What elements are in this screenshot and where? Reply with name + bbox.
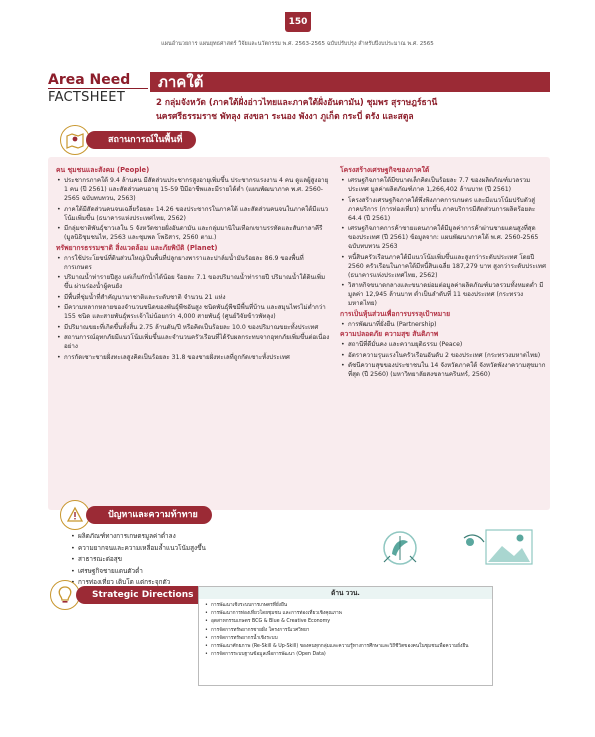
- landscape-icon: [464, 530, 532, 564]
- list-item: • การพัฒนาเชิงระบบการเกษตรที่ยั่งยืน: [205, 602, 486, 610]
- list-item: • มีพื้นที่ชุ่มน้ำที่สำคัญนานาชาติและระดับชาติ จำนวน 21 แห่ง: [56, 293, 331, 302]
- region-subtitle-line2: นครศรีธรรมราช พัทลุง สงขลา ระนอง พังงา ภูเก็ต กระบี่ ตรัง และสตูล: [156, 112, 414, 122]
- sustainability-icon: [384, 532, 416, 564]
- situation-right-column: [340, 166, 546, 381]
- situation-left-column: [56, 166, 331, 363]
- list-item: • สถานีที่ดีมั่นคง และความยุติธรรม (Peace): [340, 340, 546, 349]
- strategic-list: [199, 599, 492, 662]
- people-heading: คน ชุมชนและสังคม (People): [56, 166, 150, 174]
- list-item: • การจัดการระบบฐานข้อมูลเพื่อการพัฒนา (Open Data): [205, 651, 486, 659]
- list-item: • สาธารณะต่อสุข: [70, 554, 206, 564]
- list-item: • การพัฒนาการท่องเที่ยวโดยชุมชน และการท่องเที่ยวเชิงคุณภาพ: [205, 610, 486, 618]
- planet-list: [56, 254, 331, 362]
- list-item: • การพัฒนาที่ยั่งยืน (Partnership): [340, 320, 546, 329]
- list-item: • ภาคใต้มีสัดส่วนคนจนเฉลี่ยร้อยละ 14.26 ของประชากรในภาคใต้ และสัดส่วนคนจนในภาคใต้มีแนวโน้มเพิ่มขึ้น (ธนาคารแห่งประเทศไทย, 2562): [56, 205, 331, 223]
- list-item: • วิสาหกิจขนาดกลางและขนาดย่อมต่อมูลค่าผลิตภัณฑ์มวลรวมทั้งหมดต่ำ มีมูลค่า 12,945 ล้านบาท ต่ำเป็นลำดับที่ 11 ของประเทศ (กระทรวงมหาดไทย): [340, 281, 546, 308]
- list-item: • ผลิตภัณฑ์ทางการเกษตรมูลค่าต่ำลง: [70, 531, 206, 541]
- list-item: • การกัดเซาะชายฝั่งทะเลสูงคิดเป็นร้อยละ 31.8 ของชายฝั่งทะเลที่ถูกกัดเซาะทั้งประเทศ: [56, 353, 331, 362]
- problems-list: [70, 531, 206, 589]
- list-item: • ดัชนีความสุขของประชาชนใน 14 จังหวัดภาคใต้ จังหวัดพังงาความสุขมากที่สุด (ปี 2560) (มหาวิทยาลัยสงขลานครินทร์, 2560): [340, 361, 546, 379]
- list-item: • การพัฒนาศักยภาพ (Re-Skill & Up-Skill) ของคนทุกกลุ่มและความรู้ทางการศึกษาและวิถีชีวิตของคนในชุมชนเพื่อความยั่งยืน: [205, 643, 486, 651]
- list-item: • ความยากจนและความเหลื่อมล้ำแนวโน้มสูงขึ้น: [70, 543, 206, 553]
- list-item: • เศรษฐกิจชายแดนตัวต่ำ: [70, 566, 206, 576]
- prosperity-list: [340, 176, 546, 308]
- peace-heading: ความปลอดภัย ความสุข สันติภาพ: [340, 330, 439, 338]
- list-item: • มีความหลากหลายของจำนวนชนิดของพันธุ์พืชอันสูง ชนิดพันธุ์พืชมีพื้นที่บ้าน และสมุนไพรไม่ต่ำกว่า 155 ชนิด และสายพันธุ์พระเจ้าไม่น้อยกว่า 4,000 สายพันธุ์ (ศูนย์วิจัยข้าวพัทลุง): [56, 303, 331, 321]
- situation-heading: สถานการณ์ในพื้นที่: [86, 131, 196, 149]
- partnership-list: [340, 320, 546, 329]
- list-item: • การจัดการทรัพยากรชายฝั่ง โครงการนิเวศวิทยา: [205, 627, 486, 635]
- region-subtitle-line1: 2 กลุ่มจังหวัด (ภาคใต้ฝั่งอ่าวไทยและภาคใต้ฝั่งอันดามัน) ชุมพร สุราษฎร์ธานี: [156, 98, 438, 108]
- list-item: • อัตราความรุนแรงในครัวเรือนอันดับ 2 ของประเทศ (กระทรวงมหาดไทย): [340, 351, 546, 360]
- list-item: • หนี้สินครัวเรือนภาคใต้มีแนวโน้มเพิ่มขึ้นและสูงกว่าระดับประเทศ โดยปี 2560 ครัวเรือนในภาคใต้มีหนี้สินเฉลี่ย 187,279 บาท สูงกว่าระดับประเทศ (ธนาคารแห่งประเทศไทย, 2562): [340, 253, 546, 280]
- nature-illustration: [338, 518, 548, 573]
- strategic-heading: Strategic Directions: [76, 586, 207, 604]
- partnership-heading: การเป็นหุ้นส่วนเพื่อการบรรลุเป้าหมาย: [340, 309, 451, 318]
- planet-heading: ทรัพยากรธรรมชาติ สิ่งแวดล้อม และภัยพิบัติ (Planet): [56, 243, 218, 252]
- running-header: แผนอำนวยการ แผนยุทธศาสตร์ วิจัยและนวัตกรรม พ.ศ. 2563-2565 ฉบับปรับปรุง สำหรับปีงบประมาณ พ.ศ. 2565: [161, 41, 434, 47]
- list-item: • ปริมาณน้ำท่ารายปีสูง แต่เก็บกักน้ำได้น้อย ร้อยละ 7.1 ของปริมาณน้ำท่ารายปี ปริมาณน้ำใต้ดินเพิ่มขึ้น ผ่านร่องน้ำผู้คนยัง: [56, 273, 331, 291]
- prosperity-heading: โครงสร้างเศรษฐกิจของภาคใต้: [340, 166, 430, 174]
- list-item: • การจัดการทรัพยากรน้ำเชิงระบบ: [205, 635, 486, 643]
- problems-heading: ปัญหาและความท้าทาย: [86, 506, 212, 524]
- strategic-box-header: ด้าน ววน.: [199, 587, 492, 599]
- page-number: 150: [285, 12, 311, 32]
- list-item: • ประชากรภาคใต้ 9.4 ล้านคน มีสัดส่วนประชากรสูงอายุเพิ่มขึ้น ประชากรแรงงาน 4 คน ดูแลผู้สูงอายุ 1 คน (ปี 2561) และสัดส่วนคนอายุ 15-59 ปีมีอาชีพและมีรายได้ต่ำ (แผนพัฒนาภาค พ.ศ. 2560-2565 ฉบับทบทวน, 2563): [56, 176, 331, 203]
- people-list: [56, 176, 331, 242]
- list-item: • เศรษฐกิจภาคใต้มีขนาดเล็กคิดเป็นร้อยละ 7.7 ของผลิตภัณฑ์มวลรวมประเทศ มูลค่าผลิตภัณฑ์ภาค 1,266,402 ล้านบาท (ปี 2561): [340, 176, 546, 194]
- list-item: • มีกลุ่มชาติพันธุ์ชาวเลใน 5 จังหวัดชายฝั่งอันดามัน และกลุ่มมานิในเทือกเขาบรรทัดและสันกาลาคีรี (มูลนิธิชุมชนไท, 2563 และชุมพล โพธิสาร, 2560 ตาม.): [56, 224, 331, 242]
- strategic-box: [198, 586, 493, 686]
- region-title: ภาคใต้: [150, 72, 550, 92]
- list-item: • การท่องเที่ยว เติบโต แต่กระจุกตัว: [70, 577, 206, 587]
- list-item: • การใช้ประโยชน์ที่ดินส่วนใหญ่เป็นพื้นที่ปลูกยางพาราและปาล์มน้ำมันร้อยละ 86.9 ของพื้นที่การเกษตร: [56, 254, 331, 272]
- brand-area-need: Area Need: [48, 72, 131, 88]
- brand-factsheet: FACTSHEET: [48, 88, 148, 107]
- list-item: • โครงสร้างเศรษฐกิจภาคใต้พึ่งพิงภาคการเกษตร และมีแนวโน้มปรับตัวสู่ภาคบริการ (การท่องเที่ยว) มากขึ้น ภาคบริการมีสัดส่วนการผลิตร้อยละ 64.4 (ปี 2561): [340, 196, 546, 223]
- list-item: • สถานการณ์อุทกภัยมีแนวโน้มเพิ่มขึ้นและจำนวนครัวเรือนที่ได้รับผลกระทบจากอุทกภัยเพิ่มขึ้นต่อเนื่องอย่าง: [56, 333, 331, 351]
- peace-list: [340, 340, 546, 379]
- brand-block: [48, 72, 148, 107]
- region-subtitle: [156, 96, 556, 124]
- list-item: • อุตสาหกรรมเกษตร BCG & Blue & Creative Economy: [205, 618, 486, 626]
- list-item: • มีปริมาณขยะที่เกิดขึ้นทั้งสิ้น 2.75 ล้านตัน/ปี หรือคิดเป็นร้อยละ 10.0 ของปริมาณขยะทั้งประเทศ: [56, 323, 331, 332]
- list-item: • เศรษฐกิจภาคการค้าชายแดนภาคใต้มีมูลค่าการค้าผ่านชายแดนสูงที่สุดของประเทศ (ปี 2561) ข้อมูลจาก: แผนพัฒนาภาคใต้ พ.ศ. 2560-2565 ฉบับทบทวน 2563: [340, 224, 546, 251]
